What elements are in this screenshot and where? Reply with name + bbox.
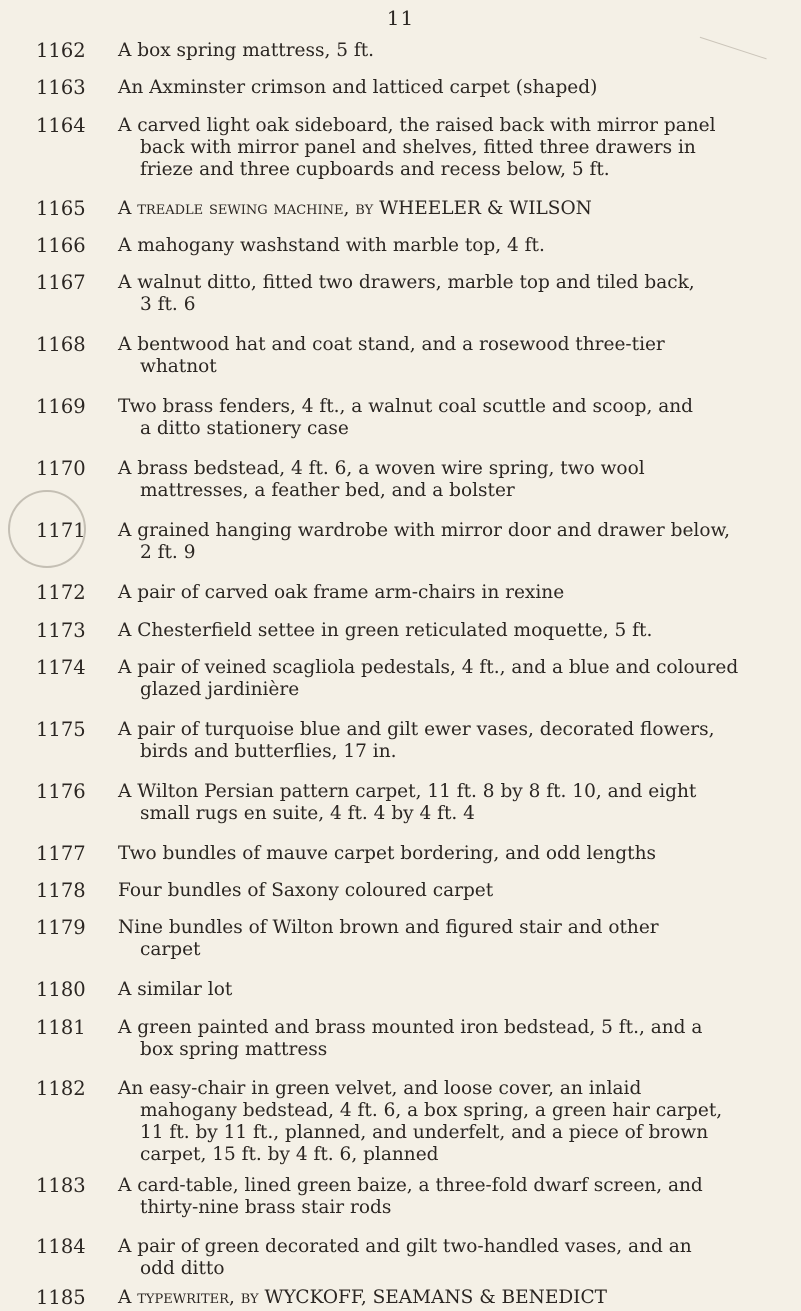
lot-description: A pair of veined scagliola pedestals, 4 ft., and a blue and coloured glazed jardinière: [118, 657, 739, 700]
lot-description: A treadle sewing machine, by WHEELER & WILSON: [118, 198, 592, 219]
lot-description: A green painted and brass mounted iron bedstead, 5 ft., and a box spring mattress: [118, 1017, 703, 1060]
lot-number: 1177: [36, 842, 86, 865]
lot-description: A pair of carved oak frame arm-chairs in rexine: [118, 582, 565, 603]
lot-number: 1180: [36, 978, 86, 1001]
lot-number: 1164: [36, 114, 86, 137]
lot-number: 1185: [36, 1286, 86, 1309]
lot-description: A grained hanging wardrobe with mirror door and drawer below, 2 ft. 9: [118, 520, 731, 563]
lot-number: 1183: [36, 1174, 86, 1197]
lot-description: A carved light oak sideboard, the raised back with mirror panel back with mirror panel and shelves, fitted three drawers in frieze and three cupboards and recess below, 5 ft.: [118, 115, 716, 180]
lot-number: 1181: [36, 1016, 86, 1039]
lot-number: 1168: [36, 333, 86, 356]
lot-description: A Chesterfield settee in green reticulated moquette, 5 ft.: [118, 620, 653, 641]
lot-number: 1172: [36, 581, 86, 604]
lot-description: Nine bundles of Wilton brown and figured stair and other carpet: [118, 917, 659, 960]
lot-description: A typewriter, by WYCKOFF, SEAMANS & BENEDICT: [118, 1287, 607, 1308]
lot-description: Two bundles of mauve carpet bordering, and odd lengths: [118, 843, 656, 864]
lot-description: An easy-chair in green velvet, and loose cover, an inlaid mahogany bedstead, 4 ft. 6, a box spring, a green hair carpet, 11 ft. by 11 ft., planned, and underfelt, and a piece of brown carpet, 15 ft. by 4 ft. 6, planned: [118, 1078, 723, 1165]
lot-number: 1173: [36, 619, 86, 642]
lot-description: A card-table, lined green baize, a three-fold dwarf screen, and thirty-nine brass stair rods: [118, 1175, 703, 1218]
lot-description: A brass bedstead, 4 ft. 6, a woven wire spring, two wool mattresses, a feather bed, and a bolster: [118, 458, 645, 501]
lot-number: 1182: [36, 1077, 86, 1100]
lot-description: A pair of turquoise blue and gilt ewer vases, decorated flowers, birds and butterflies, 17 in.: [118, 719, 715, 762]
lot-number: 1163: [36, 76, 86, 99]
lot-description: A walnut ditto, fitted two drawers, marble top and tiled back, 3 ft. 6: [118, 272, 695, 315]
lot-description: A similar lot: [118, 979, 233, 1000]
lot-number: 1169: [36, 395, 86, 418]
lot-number: 1167: [36, 271, 86, 294]
lot-number: 1171: [36, 519, 86, 542]
lot-description: A pair of green decorated and gilt two-handled vases, and an odd ditto: [118, 1236, 692, 1279]
lot-number: 1179: [36, 916, 86, 939]
lot-description: Four bundles of Saxony coloured carpet: [118, 880, 494, 901]
lot-description: A box spring mattress, 5 ft.: [118, 40, 375, 61]
lot-number: 1162: [36, 39, 86, 62]
lot-description: An Axminster crimson and latticed carpet (shaped): [118, 77, 598, 98]
lot-number: 1165: [36, 197, 86, 220]
lot-number: 1174: [36, 656, 86, 679]
lot-description: A mahogany washstand with marble top, 4 ft.: [118, 235, 545, 256]
lot-number: 1175: [36, 718, 86, 741]
lot-number: 1170: [36, 457, 86, 480]
lot-number: 1176: [36, 780, 86, 803]
lot-description: A bentwood hat and coat stand, and a rosewood three-tier whatnot: [118, 334, 665, 377]
lot-number: 1178: [36, 879, 86, 902]
lot-number: 1166: [36, 234, 86, 257]
lot-description: Two brass fenders, 4 ft., a walnut coal scuttle and scoop, and a ditto stationery case: [118, 396, 694, 439]
page-number: 11: [386, 6, 415, 30]
lot-number: 1184: [36, 1235, 86, 1258]
lot-description: A Wilton Persian pattern carpet, 11 ft. 8 by 8 ft. 10, and eight small rugs en suite, 4 ft. 4 by 4 ft. 4: [118, 781, 697, 824]
